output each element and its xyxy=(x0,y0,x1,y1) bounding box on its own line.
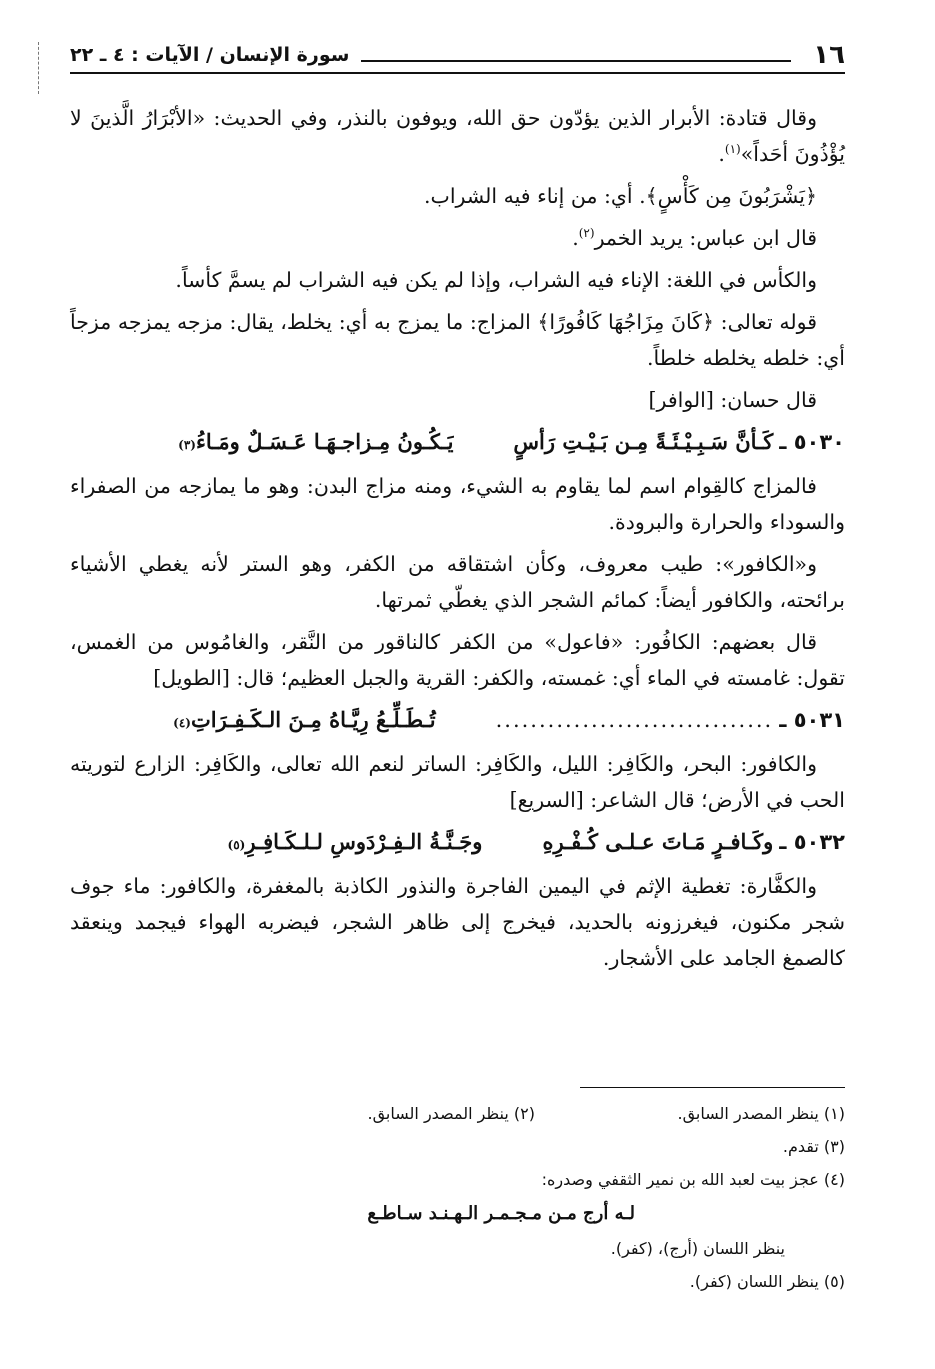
paragraph: قال ابن عباس: يريد الخمر$^{(٢)}$. xyxy=(572,226,817,250)
footnotes xyxy=(70,1097,845,1298)
main-text xyxy=(70,100,845,982)
paragraph: وقال قتادة: الأبرار الذين يؤدّون حق الله، ويوفون بالنذر، وفي الحديث: «الأبْرَارُ الَّذينَ لا يُؤْذُونَ أحَداً»$^{(١)}$. xyxy=(70,106,845,166)
paragraph: ﴿يَشْرَبُونَ مِن كَأْسٍ﴾. أي: من إناء فيه الشراب. xyxy=(424,184,817,208)
footnote-ref: (١) xyxy=(724,142,741,157)
verse-number: ٥٠٣٢ ـ xyxy=(779,830,845,854)
footnote-separator xyxy=(580,1087,845,1088)
footnote-2: (٢) ينظر المصدر السابق. xyxy=(367,1104,535,1123)
running-title: سورة الإنسان / الآيات : ٤ ـ ٢٢ xyxy=(70,44,350,66)
poetry-verse-5030: ٥٠٣٠ ـ كَـأنَّ سَـبِـيْـئَـةً مِـن بَـيْـتِ رَأسٍ يَـكُـونُ مِـزاجـهَـا عَـسَـلٌ ومَـاءُ (٣) xyxy=(70,424,845,460)
page-header xyxy=(70,38,845,74)
footnote-4-verse: لـه أرج مـن مـجـمـر الـهـنـد سـاطـع xyxy=(367,1203,635,1224)
verse-number: ٥٠٣٠ ـ xyxy=(779,430,845,454)
verse-first-hemistich: وكَـافـرٍ مَـاتَ عـلـى كُـفْـرِهِ xyxy=(542,829,774,854)
paragraph: والكافور: البحر، والكَافِر: الليل، والكَافِر: الساتر لنعم الله تعالى، والكَافِر: الزارع لتوريته الحب في الأرض؛ قال الشاعر: [السريع] xyxy=(70,752,845,812)
paragraph: قوله تعالى: ﴿كَانَ مِزَاجُهَا كَافُورًا﴾ المزاج: ما يمزج به أي: يخلط، يقال: مزجه يمزجه مزجاً أي: خلطه يخلطه خلطاً. xyxy=(70,310,845,370)
paragraph: والكأس في اللغة: الإناء فيه الشراب، وإذا لم يكن فيه الشراب لم يسمَّ كأساً. xyxy=(175,268,817,292)
page-edge-mark xyxy=(38,42,39,94)
paragraph: فالمزاج كالقِوام اسم لما يقاوم به الشيء، ومنه مزاج البدن: وهو ما يمازجه من الصفراء والسوداء والحرارة والبرودة. xyxy=(70,474,845,534)
footnote-1: (١) ينظر المصدر السابق. xyxy=(677,1104,845,1123)
footnote-4: (٤) عجز بيت لعبد الله بن نمير الثقفي وصدره: xyxy=(541,1170,845,1189)
verse-number: ٥٠٣١ ـ xyxy=(779,708,845,732)
footnote-4-source: ينظر اللسان (أرج)، (كفر). xyxy=(610,1239,785,1258)
paragraph: والكفَّارة: تغطية الإثم في اليمين الفاجرة والنذور الكاذبة بالمغفرة، والكافور: ماء جوف شجر مكنون، فيغرزونه بالحديد، فيخرج إلى ظاهر الشجر، فيضربه الهواء فيجمد وينعقد كالصمغ الجامد على الأشجار. xyxy=(70,874,845,970)
poetry-verse-5032: ٥٠٣٢ ـ وكَـافـرٍ مَـاتَ عـلـى كُـفْـرِهِ وجَـنَّـةُ الـفِـرْدَوسِ لـلـكَـافِـرِ (٥) xyxy=(70,824,845,860)
verse-second-hemistich: وجَـنَّـةُ الـفِـرْدَوسِ لـلـكَـافِـرِ xyxy=(245,829,483,854)
quran-quote: ﴿يَشْرَبُونَ مِن كَأْسٍ﴾ xyxy=(645,184,817,208)
footnote-5: (٥) ينظر اللسان (كفر). xyxy=(689,1272,845,1291)
verse-second-hemistich: تُـطَـلِّـعُ رِيَّـاهُ مِـنَ الـكَـفِـرَاتِ xyxy=(190,707,436,732)
paragraph: قال حسان: [الوافر] xyxy=(648,388,817,412)
verse-first-hemistich: كَـأنَّ سَـبِـيْـئَـةً مِـن بَـيْـتِ رَأسٍ xyxy=(513,429,774,454)
header-rule xyxy=(361,60,791,62)
verse-first-hemistich: ................................ xyxy=(495,708,774,732)
footnote-ref: (٢) xyxy=(578,226,595,241)
verse-second-hemistich: يَـكُـونُ مِـزاجـهَـا عَـسَـلٌ ومَـاءُ xyxy=(195,429,454,454)
poetry-verse-5031: ٥٠٣١ ـ ................................ تُـطَـلِّـعُ رِيَّـاهُ مِـنَ الـكَـفِـرَاتِ (٤) xyxy=(70,702,845,738)
footnote-row xyxy=(70,1097,845,1130)
paragraph: و«الكافور»: طيب معروف، وكأن اشتقاقه من الكفر، وهو الستر لأنه يغطي الأشياء برائحته، والكافور أيضاً: كمائم الشجر الذي يغطّي ثمرتها. xyxy=(70,552,845,612)
footnote-3: (٣) تقدم. xyxy=(782,1137,845,1156)
page-number: ١٦ xyxy=(813,40,845,70)
paragraph: قال بعضهم: الكافُور: «فاعول» من الكفر كالناقور من النَّقر، والغامُوس من الغمس، تقول: غامسته في الماء أي: غمسته، والكفر: القرية والجبل العظيم؛ قال: [الطويل] xyxy=(70,630,845,690)
quran-quote: ﴿كَانَ مِزَاجُهَا كَافُورًا﴾ xyxy=(537,310,715,334)
